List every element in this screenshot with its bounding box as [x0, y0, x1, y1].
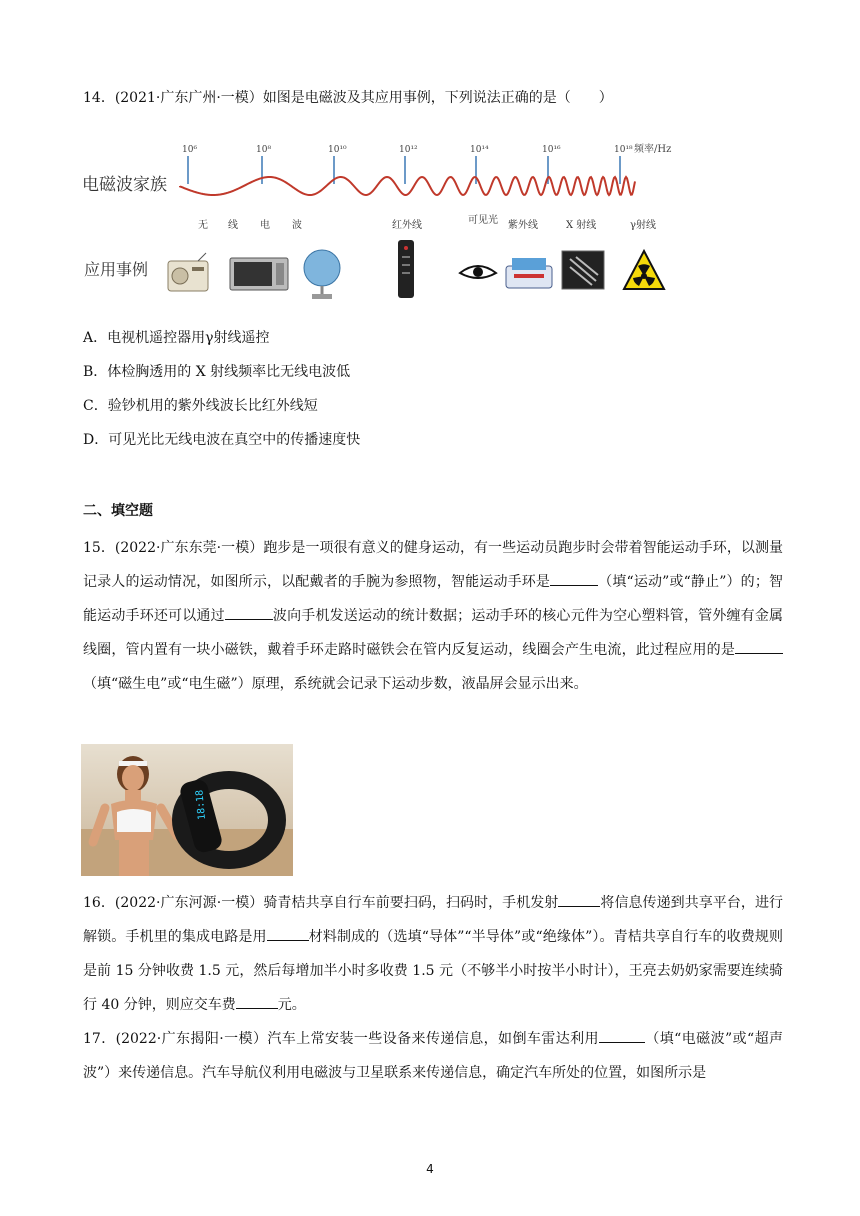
- frequency-tick-label: 10¹²: [399, 145, 418, 155]
- radiation-icon: [624, 251, 664, 289]
- q15-blank-1[interactable]: [550, 571, 598, 586]
- q15-text-4: （填“磁生电”或“电生磁”）原理，系统就会记录下运动步数，液晶屏会显示出来。: [83, 676, 588, 692]
- frequency-unit: 频率/Hz: [634, 144, 672, 155]
- q15-text-2: （填“运动”或“静止”）的；智能运动手环还可以通过: [83, 574, 783, 624]
- question-16: [83, 886, 783, 1022]
- q16-text-1: 16．(2022·广东河源·一模）骑青桔共享自行车前要扫码，扫码时，手机发射: [83, 895, 559, 911]
- question-15: [83, 531, 783, 701]
- em-wave-curve: [180, 177, 635, 195]
- em-spectrum-figure: [80, 138, 680, 303]
- band-label: 紫外线: [508, 220, 538, 231]
- band-label: 红外线: [392, 220, 422, 231]
- q15-text-1: 15．(2022·广东东莞·一模）跑步是一项很有意义的健身运动，有一些运动员跑步时会带着智能运动手环，以测量记录人的运动情况，如图所示，以配戴者的手腕为参照物，智能运动手环是: [83, 540, 783, 590]
- q15-blank-3[interactable]: [735, 639, 783, 654]
- option-b: B．体检胸透用的 X 射线频率比无线电波低: [83, 364, 351, 380]
- application-label: 应用事例: [84, 260, 149, 279]
- band-labels: [198, 213, 656, 231]
- eye-icon: [460, 266, 496, 278]
- frequency-tick-label: 10⁶: [182, 145, 198, 155]
- page-number: 4: [426, 1162, 434, 1176]
- q15-blank-2[interactable]: [225, 605, 273, 620]
- q15-text-3: 波向手机发送运动的统计数据；运动手环的核心元件为空心塑料管，管外缠有金属线圈，管内置有一块小磁铁，戴着手环走路时磁铁会在管内反复运动，线圈会产生电流，此过程应用的是: [83, 608, 784, 658]
- band-label: γ射线: [630, 220, 656, 231]
- remote-control-icon: [398, 240, 414, 298]
- frequency-tick-label: 10¹⁶: [542, 145, 561, 155]
- frequency-tick-label: 10¹⁴: [470, 145, 489, 155]
- satellite-dish-icon: [304, 250, 340, 299]
- frequency-tick-label: 10⁸: [256, 145, 272, 155]
- section-title: 二、填空题: [83, 503, 153, 519]
- q17-text-1: 17．(2022·广东揭阳·一模）汽车上常安装一些设备来传递信息，如倒车雷达利用: [83, 1031, 599, 1047]
- q16-text-3: 材料制成的（选填“导体”“半导体”或“绝缘体”）。青桔共享自行车的收费规则是前 15 分钟收费 1.5 元，然后每增加半小时多收费 1.5 元（不够半小时按半小时计），王亮去奶奶家需要连续骑行 40 分钟，则应交车费: [83, 929, 783, 1013]
- money-detector-icon: [506, 258, 552, 288]
- frequency-tick-label: 10¹⁰: [328, 145, 347, 155]
- band-label: 波: [292, 220, 302, 231]
- option-c: C．验钞机用的紫外线波长比红外线短: [83, 398, 318, 414]
- band-display-text: 18:18: [194, 789, 208, 821]
- frequency-tick-label: 10¹⁸: [614, 145, 633, 155]
- band-label: 可见光: [468, 215, 498, 226]
- q16-text-2: 将信息传递到共享平台，进行解锁。手机里的集成电路是用: [83, 895, 783, 945]
- option-a: A．电视机遥控器用γ射线遥控: [83, 330, 270, 346]
- q16-blank-1[interactable]: [558, 892, 600, 907]
- option-d: D．可见光比无线电波在真空中的传播速度快: [83, 432, 361, 448]
- question-14-stem: 14．(2021·广东广州·一模）如图是电磁波及其应用事例，下列说法正确的是（ ）: [83, 90, 613, 106]
- q16-blank-2[interactable]: [267, 926, 309, 941]
- band-label: 无: [198, 220, 208, 231]
- em-family-label: 电磁波家族: [82, 175, 167, 195]
- q16-text-4: 元。: [277, 997, 306, 1013]
- band-label: 线: [228, 220, 238, 231]
- q17-text-2: （填“电磁波”或“超声波”）来传递信息。汽车导航仪利用电磁波与卫星联系来传递信息，确定汽车所处的位置，如图所示是: [83, 1031, 783, 1081]
- q16-blank-3[interactable]: [236, 994, 278, 1009]
- q17-blank-1[interactable]: [599, 1028, 645, 1043]
- radio-icon: [168, 253, 208, 291]
- xray-film-icon: [562, 251, 604, 289]
- question-17: [83, 1022, 783, 1090]
- runner-fitness-band-photo: [81, 744, 293, 876]
- band-label: 电: [260, 220, 270, 231]
- band-label: X 射线: [566, 220, 597, 231]
- microwave-icon: [230, 258, 288, 290]
